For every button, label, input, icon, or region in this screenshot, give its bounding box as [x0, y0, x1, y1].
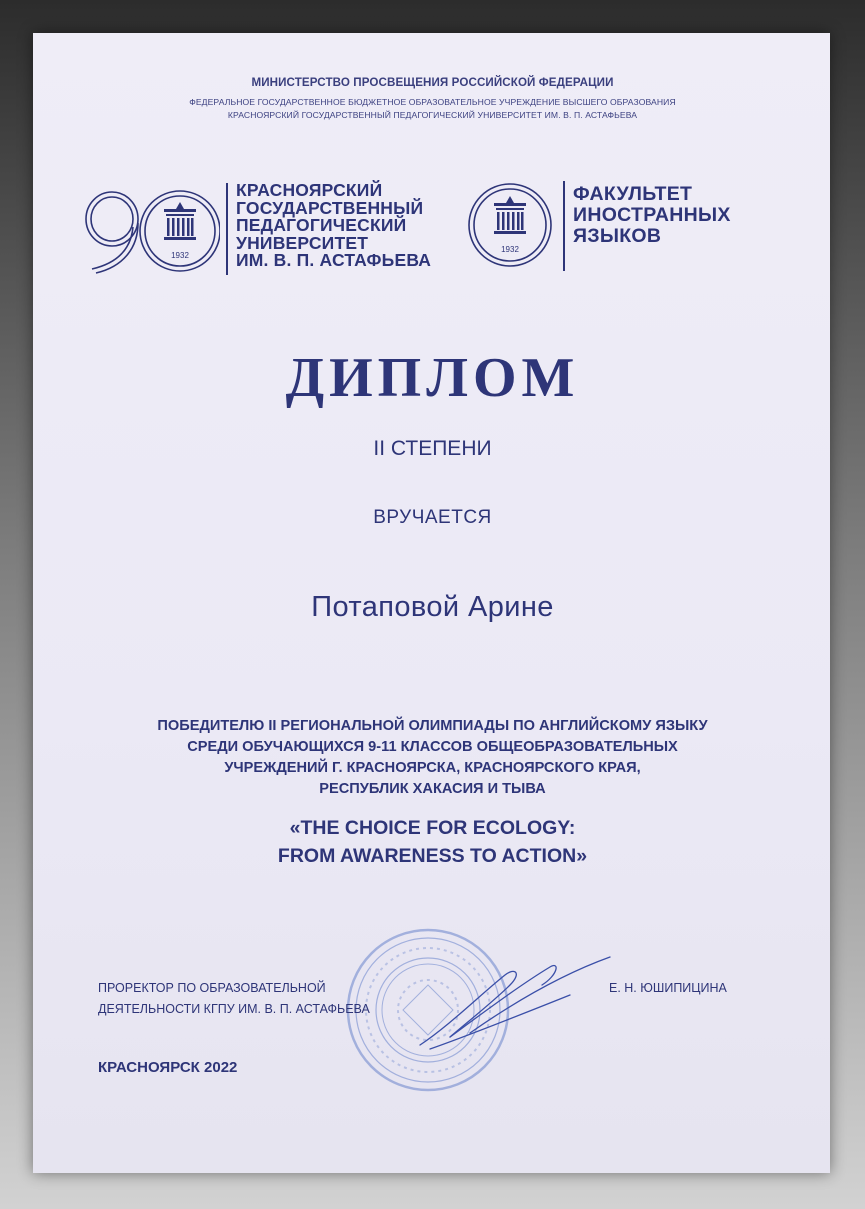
- university-name-line: КРАСНОЯРСКИЙ: [236, 180, 383, 200]
- description-line: РЕСПУБЛИК ХАКАСИЯ И ТЫВА: [319, 781, 546, 797]
- olympiad-title-line: «THE CHOICE FOR ECOLOGY:: [289, 817, 576, 839]
- university-name-block: [236, 182, 431, 270]
- university-name-line: УНИВЕРСИТЕТ: [236, 232, 369, 253]
- olympiad-title-line: FROM AWARENESS TO ACTION»: [277, 845, 588, 867]
- faculty-divider: [563, 181, 565, 271]
- ministry-heading: МИНИСТЕРСТВО ПРОСВЕЩЕНИЯ РОССИЙСКОЙ ФЕДЕРАЦИИ: [251, 76, 614, 89]
- university-name-line: ПЕДАГОГИЧЕСКИЙ: [236, 215, 407, 235]
- anniversary-90-logo-icon: [78, 187, 220, 275]
- faculty-name-line: ФАКУЛЬТЕТ: [573, 183, 693, 205]
- faculty-name-block: [573, 184, 731, 247]
- logo-year: 1932: [501, 245, 519, 254]
- city-year: КРАСНОЯРСК 2022: [98, 1059, 238, 1076]
- logo-divider: [226, 183, 228, 275]
- description-line: УЧРЕЖДЕНИЙ Г. КРАСНОЯРСКА, КРАСНОЯРСКОГО КРАЯ,: [224, 760, 641, 776]
- description-line: СРЕДИ ОБУЧАЮЩИХСЯ 9-11 КЛАССОВ ОБЩЕОБРАЗОВАТЕЛЬНЫХ: [187, 739, 678, 755]
- awarded-label: ВРУЧАЕТСЯ: [373, 507, 492, 528]
- university-name-line: ГОСУДАРСТВЕННЫЙ: [236, 197, 424, 218]
- diploma-title: ДИПЛОМ: [285, 347, 580, 409]
- handwritten-signature-icon: [410, 945, 620, 1055]
- signatory-position-line: ДЕЯТЕЛЬНОСТИ КГПУ ИМ. В. П. АСТАФЬЕВА: [98, 1002, 370, 1016]
- recipient-name: Потаповой Арине: [311, 591, 554, 623]
- description-line: ПОБЕДИТЕЛЮ II РЕГИОНАЛЬНОЙ ОЛИМПИАДЫ ПО АНГЛИЙСКОМУ ЯЗЫКУ: [157, 718, 708, 734]
- institution-line-2: КРАСНОЯРСКИЙ ГОСУДАРСТВЕННЫЙ ПЕДАГОГИЧЕСКИЙ УНИВЕРСИТЕТ ИМ. В. П. АСТАФЬЕВА: [227, 110, 638, 120]
- logo-year: 1932: [171, 251, 189, 260]
- faculty-building-emblem-icon: [466, 181, 554, 269]
- faculty-name-line: ЯЗЫКОВ: [573, 225, 662, 247]
- signatory-name: Е. Н. ЮШИПИЦИНА: [609, 981, 727, 995]
- university-name-line: ИМ. В. П. АСТАФЬЕВА: [236, 250, 432, 270]
- signatory-position-line: ПРОРЕКТОР ПО ОБРАЗОВАТЕЛЬНОЙ: [98, 981, 326, 995]
- faculty-name-line: ИНОСТРАННЫХ: [573, 204, 731, 226]
- diploma-degree: II СТЕПЕНИ: [373, 437, 492, 460]
- institution-line-1: ФЕДЕРАЛЬНОЕ ГОСУДАРСТВЕННОЕ БЮДЖЕТНОЕ ОБРАЗОВАТЕЛЬНОЕ УЧРЕЖДЕНИЕ ВЫСШЕГО ОБРАЗОВАНИЯ: [189, 97, 676, 107]
